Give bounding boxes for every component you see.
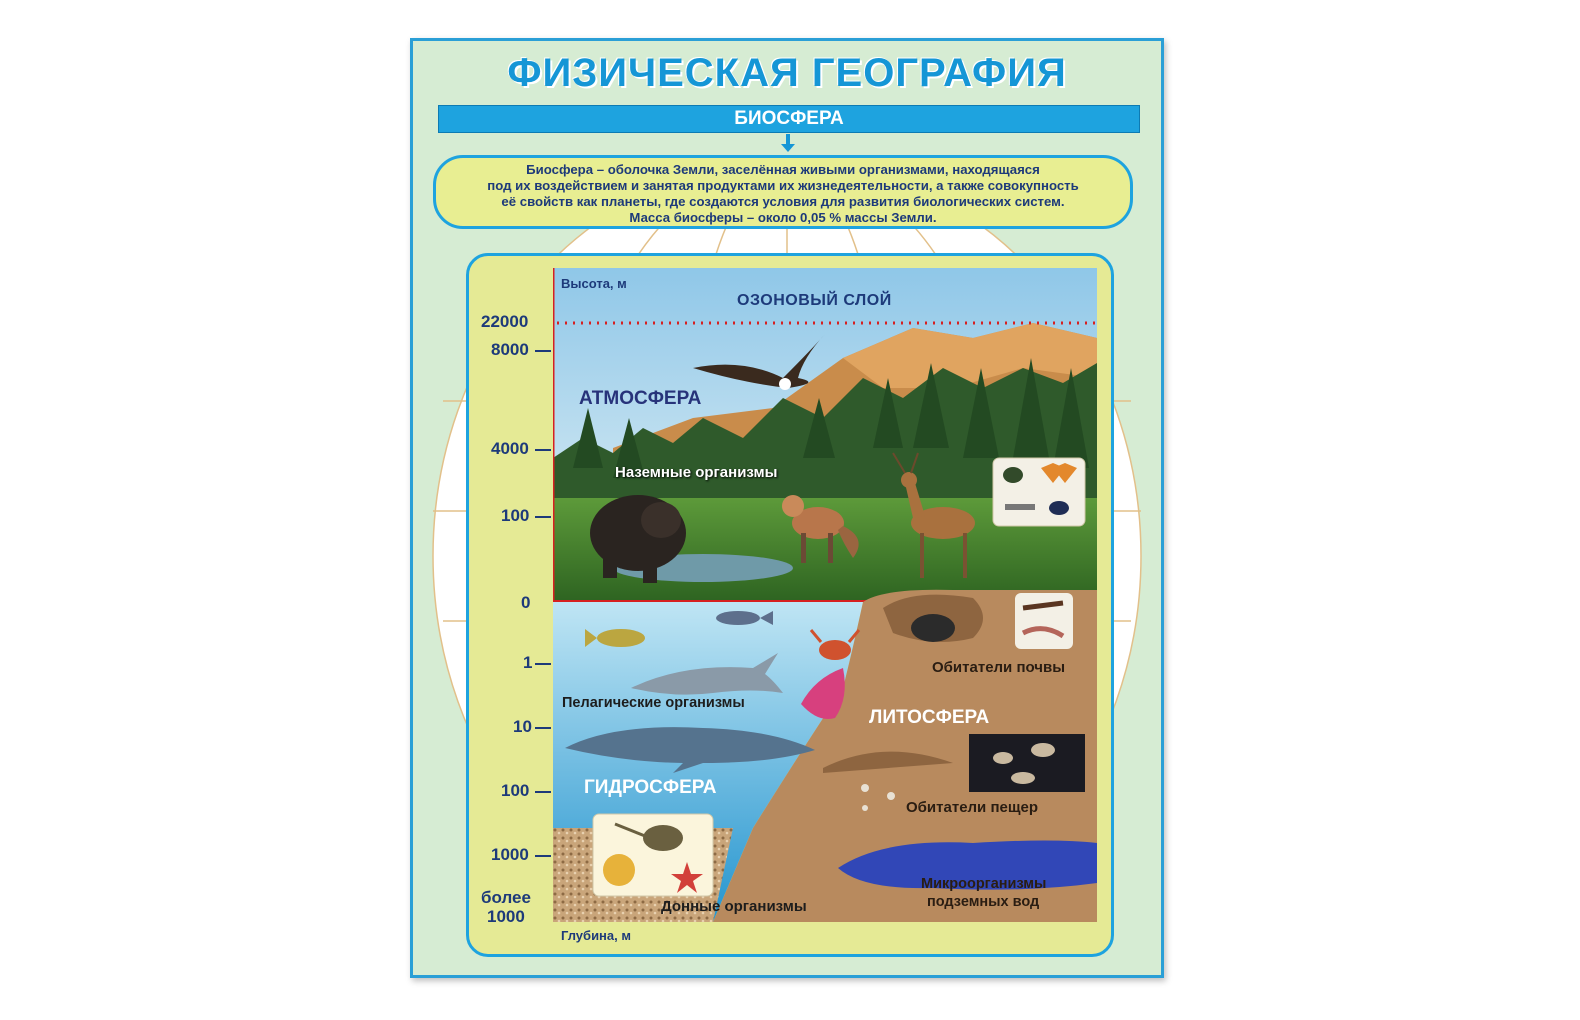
bottom-organisms-label: Донные организмы (661, 898, 807, 915)
soil-creatures-box (1015, 593, 1073, 649)
poster-title: ФИЗИЧЕСКАЯ ГЕОГРАФИЯ (507, 51, 1067, 95)
mole-icon (911, 614, 955, 642)
pelagic-organisms-label: Пелагические организмы (562, 695, 745, 711)
tick-mark (535, 449, 551, 451)
subtitle-bar: БИОСФЕРА (438, 105, 1140, 133)
tick-mark (535, 855, 551, 857)
microorganisms-label-line2: подземных вод (927, 894, 1040, 910)
atmosphere-label: АТМОСФЕРА (579, 388, 702, 409)
arrow-down-icon (781, 134, 795, 152)
tick-mark (535, 350, 551, 352)
tick-mark (535, 516, 551, 518)
height-axis-label: Высота, м (561, 276, 627, 291)
tick-8000: 8000 (491, 340, 529, 359)
soil-dwellers-label: Обитатели почвы (932, 659, 1066, 676)
definition-line: её свойств как планеты, где создаются условия для развития биологических систем. (501, 194, 1065, 209)
insects-box (993, 458, 1085, 526)
depth-axis-label: Глубина, м (561, 928, 631, 943)
tick-more: более (481, 888, 531, 907)
tick-4000: 4000 (491, 439, 529, 458)
tick-22000: 22000 (481, 312, 529, 331)
tick-100-up: 100 (501, 506, 530, 525)
poster (410, 38, 1164, 978)
tick-more-1000: 1000 (487, 907, 525, 926)
tick-0: 0 (521, 593, 531, 612)
ozone-layer-label: ОЗОНОВЫЙ СЛОЙ (737, 292, 892, 309)
microorganisms-label-line1: Микроорганизмы (921, 876, 1047, 892)
definition-line: под их воздействием и занятая продуктами их жизнедеятельности, а также совокупность (487, 178, 1079, 193)
ground-organisms-label: Наземные организмы (615, 464, 778, 481)
hydrosphere-label: ГИДРОСФЕРА (584, 777, 717, 798)
tick-10: 10 (513, 717, 532, 736)
biosphere-scene (553, 268, 1097, 922)
tick-mark (535, 727, 551, 729)
tick-mark (535, 663, 551, 665)
tick-mark (535, 791, 551, 793)
definition-line: Масса биосферы – около 0,05 % массы Земли. (629, 210, 937, 225)
definition-box (433, 155, 1133, 229)
tick-1000: 1000 (491, 845, 529, 864)
bottom-organisms-box (593, 814, 713, 896)
biosphere-diagram (466, 253, 1114, 957)
tick-100-down: 100 (501, 781, 530, 800)
definition-line: Биосфера – оболочка Земли, заселённая живыми организмами, находящаяся (526, 162, 1040, 177)
lithosphere-label: ЛИТОСФЕРА (869, 707, 990, 728)
tick-1: 1 (523, 653, 533, 672)
cave-dwellers-label: Обитатели пещер (906, 799, 1039, 816)
